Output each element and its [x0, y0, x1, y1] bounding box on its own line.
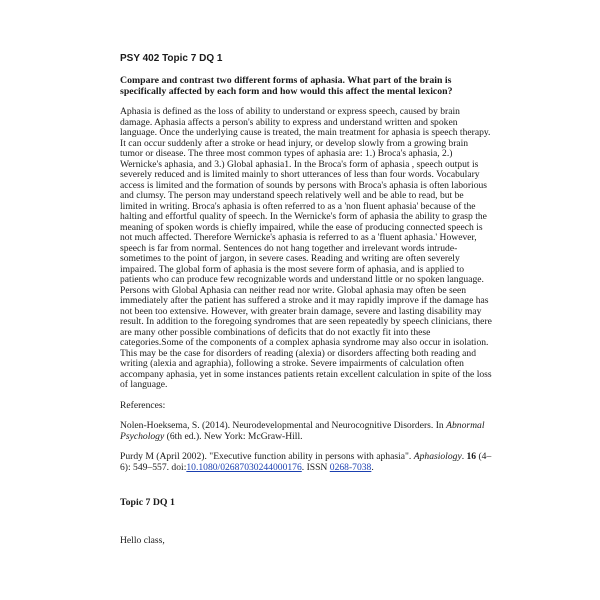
issn-link[interactable]: 0268-7038 — [329, 461, 372, 473]
discussion-question: Compare and contrast two different forms of aphasia. What part of the brain is specifically affected by each form and how would this affect the mental lexicon? — [120, 75, 453, 97]
reference-journal-title: Aphasiology — [413, 451, 462, 462]
reference-text: (4–6): 549–557. doi: — [120, 451, 492, 473]
reference-text: . — [371, 461, 374, 473]
references-label: References: — [120, 399, 166, 411]
answer-body: Aphasia is defined as the loss of ability to understand or express speech, caused by brain damage. Aphasia affects a person's ability to express and understand written and spoken language. Once the underlying cause is treated, the main treatment for aphasia is speech therapy. It can occur suddenly after a stroke or head injury, or develop slowly from a growing brain tumor or disease. The three most common types of aphasia are: 1.) Broca's aphasia, 2.) Wernicke's aphasia, and 3.) Global aphasia1. In the Broca's form of aphasia , speech output is severely reduced and is limited mainly to short utterances of less than four words. Vocabulary access is limited and the formation of sounds by persons with Broca's aphasia is often laborious and clumsy. The person may understand speech relatively well and be able to read, but be limited in writing. Broca's aphasia is often referred to as a 'non fluent aphasia' because of the halting and effortful quality of speech. In the Wernicke's form of aphasia the ability to grasp the meaning of spoken words is chiefly impaired, while the ease of producing connected speech is not much affected. Therefore Wernicke's aphasia is referred to as a 'fluent aphasia.' However, speech is far from normal. Sentences do not hang together and irrelevant words intrude-sometimes to the point of jargon, in severe cases. Reading and writing are often severely impaired. The global form of aphasia is the most severe form of aphasia, and is applied to patients who can produce few recognizable words and understand little or no spoken language. Persons with Global Aphasia can neither read nor write. Global aphasia may often be seen immediately after the patient has suffered a stroke and it may rapidly improve if the damage has not been too extensive. However, with greater brain damage, severe and lasting disability may result. In addition to the foregoing syndromes that are seen repeatedly by speech clinicians, there are many other possible combinations of deficits that do not exactly fit into these categories.Some of the components of a complex aphasia syndrome may also occur in isolation. This may be the case for disorders of reading (alexia) or disorders affecting both reading and writing (alexia and agraphia), following a stroke. Severe impairments of calculation often accompany aphasia, yet in some instances patients retain excellent calculation in spite of the loss of language. — [120, 106, 492, 390]
reference-item — [120, 452, 492, 473]
reference-text: . — [461, 451, 467, 462]
reference-text: (6th ed.). New York: McGraw-Hill. — [164, 430, 303, 442]
document-title: PSY 402 Topic 7 DQ 1 — [120, 53, 223, 64]
section-title: Topic 7 DQ 1 — [120, 497, 175, 508]
greeting-text: Hello class, — [120, 534, 165, 546]
reference-text: Nolen-Hoeksema, S. (2014). Neurodevelopmental and Neurocognitive Disorders. In — [120, 420, 447, 431]
reference-item — [120, 421, 492, 442]
reference-text: Purdy M (April 2002). "Executive function ability in persons with aphasia". — [120, 451, 414, 462]
reference-book-title: Abnormal Psychology — [120, 420, 485, 442]
doi-link[interactable]: 10.1080/02687030244000176 — [186, 461, 302, 473]
reference-text: . ISSN — [301, 461, 330, 473]
document-content — [120, 53, 492, 546]
reference-volume: 16 — [466, 451, 477, 462]
